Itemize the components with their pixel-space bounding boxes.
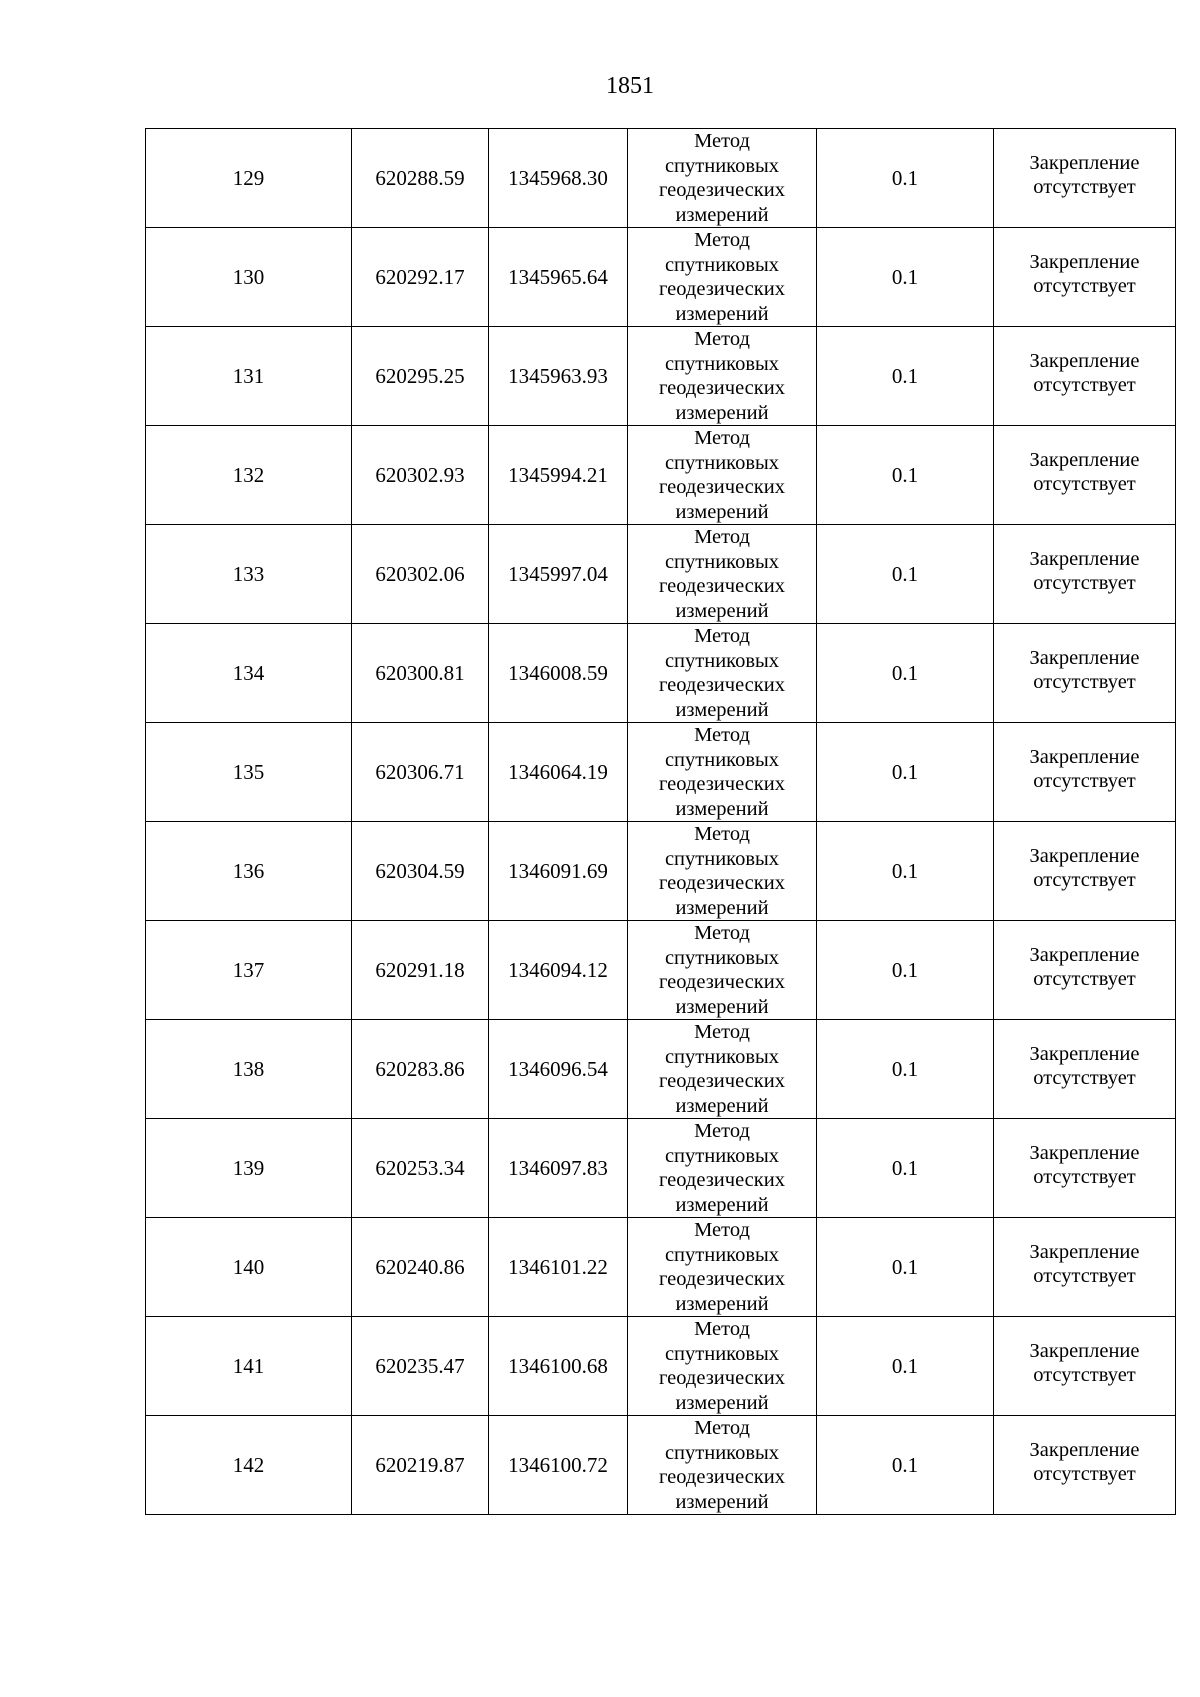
y-coordinate-cell: 1346100.68	[489, 1317, 628, 1416]
y-coordinate-cell: 1346101.22	[489, 1218, 628, 1317]
point-number-cell: 142	[146, 1416, 352, 1515]
method-line: Метод	[694, 1219, 750, 1241]
fixing-line: Закрепление	[1029, 646, 1140, 669]
method-line: Метод	[694, 328, 750, 350]
method-line: спутниковых	[664, 451, 780, 474]
method-line: геодезических	[659, 476, 785, 498]
page-number: 1851	[606, 73, 654, 99]
method-line: Метод	[694, 1417, 750, 1439]
method-line: измерений	[675, 1391, 769, 1414]
method-line: измерений	[675, 500, 769, 523]
method-line: геодезических	[659, 278, 785, 300]
point-number-cell: 133	[146, 525, 352, 624]
y-coordinate-cell: 1345968.30	[489, 129, 628, 228]
table-row	[146, 1317, 1176, 1416]
y-coordinate-cell: 1346064.19	[489, 723, 628, 822]
fixing-line: Закрепление	[1029, 448, 1140, 471]
y-coordinate-cell: 1346091.69	[489, 822, 628, 921]
accuracy-cell: 0.1	[817, 921, 994, 1020]
fixing-text	[1029, 745, 1139, 794]
fixing-cell	[994, 1317, 1176, 1416]
y-coordinate-cell: 1346096.54	[489, 1020, 628, 1119]
method-line: геодезических	[659, 575, 785, 597]
fixing-line: Закрепление	[1029, 1141, 1140, 1164]
method-line: геодезических	[659, 377, 785, 399]
fixing-line: отсутствует	[1033, 1067, 1136, 1089]
method-line: спутниковых	[664, 1243, 780, 1266]
table-row	[146, 723, 1176, 822]
fixing-line: отсутствует	[1033, 671, 1136, 693]
method-line: спутниковых	[664, 649, 780, 672]
point-number-cell: 134	[146, 624, 352, 723]
fixing-text	[1029, 250, 1139, 299]
method-line: измерений	[675, 995, 769, 1018]
method-line: спутниковых	[664, 550, 780, 573]
point-number-cell: 137	[146, 921, 352, 1020]
method-cell	[628, 129, 817, 228]
x-coordinate-cell: 620304.59	[352, 822, 489, 921]
point-number-cell: 129	[146, 129, 352, 228]
point-number-cell: 138	[146, 1020, 352, 1119]
fixing-line: Закрепление	[1029, 943, 1140, 966]
table-row	[146, 624, 1176, 723]
fixing-line: Закрепление	[1029, 250, 1140, 273]
coordinates-table	[145, 128, 1176, 1515]
method-line: измерений	[675, 698, 769, 721]
method-line: спутниковых	[664, 1144, 780, 1167]
accuracy-cell: 0.1	[817, 228, 994, 327]
x-coordinate-cell: 620235.47	[352, 1317, 489, 1416]
fixing-text	[1029, 943, 1139, 992]
method-line: Метод	[694, 922, 750, 944]
method-line: измерений	[675, 203, 769, 226]
method-line: спутниковых	[664, 847, 780, 870]
fixing-line: Закрепление	[1029, 844, 1140, 867]
x-coordinate-cell: 620288.59	[352, 129, 489, 228]
method-line: спутниковых	[664, 253, 780, 276]
fixing-line: отсутствует	[1033, 572, 1136, 594]
table-row	[146, 129, 1176, 228]
table-row	[146, 1218, 1176, 1317]
fixing-cell	[994, 525, 1176, 624]
fixing-line: отсутствует	[1033, 1463, 1136, 1485]
method-line: геодезических	[659, 1466, 785, 1488]
y-coordinate-cell: 1346097.83	[489, 1119, 628, 1218]
method-line: геодезических	[659, 971, 785, 993]
fixing-line: Закрепление	[1029, 1339, 1140, 1362]
method-line: Метод	[694, 1021, 750, 1043]
method-line: геодезических	[659, 1268, 785, 1290]
table-row	[146, 228, 1176, 327]
x-coordinate-cell: 620302.93	[352, 426, 489, 525]
y-coordinate-cell: 1346094.12	[489, 921, 628, 1020]
x-coordinate-cell: 620295.25	[352, 327, 489, 426]
fixing-text	[1029, 151, 1139, 200]
fixing-cell	[994, 1020, 1176, 1119]
method-line: измерений	[675, 1094, 769, 1117]
x-coordinate-cell: 620306.71	[352, 723, 489, 822]
fixing-line: Закрепление	[1029, 547, 1140, 570]
accuracy-cell: 0.1	[817, 426, 994, 525]
fixing-line: отсутствует	[1033, 968, 1136, 990]
fixing-cell	[994, 426, 1176, 525]
method-line: спутниковых	[664, 352, 780, 375]
y-coordinate-cell: 1345963.93	[489, 327, 628, 426]
fixing-line: отсутствует	[1033, 473, 1136, 495]
method-line: геодезических	[659, 674, 785, 696]
y-coordinate-cell: 1345997.04	[489, 525, 628, 624]
accuracy-cell: 0.1	[817, 822, 994, 921]
method-line: Метод	[694, 724, 750, 746]
fixing-line: Закрепление	[1029, 151, 1140, 174]
x-coordinate-cell: 620292.17	[352, 228, 489, 327]
x-coordinate-cell: 620253.34	[352, 1119, 489, 1218]
fixing-text	[1029, 547, 1139, 596]
fixing-line: отсутствует	[1033, 770, 1136, 792]
point-number-cell: 132	[146, 426, 352, 525]
method-line: геодезических	[659, 773, 785, 795]
accuracy-cell: 0.1	[817, 1218, 994, 1317]
fixing-text	[1029, 1339, 1139, 1388]
point-number-cell: 136	[146, 822, 352, 921]
method-line: Метод	[694, 1120, 750, 1142]
fixing-line: отсутствует	[1033, 1364, 1136, 1386]
accuracy-cell: 0.1	[817, 1416, 994, 1515]
method-cell	[628, 426, 817, 525]
y-coordinate-cell: 1346008.59	[489, 624, 628, 723]
point-number-cell: 135	[146, 723, 352, 822]
fixing-text	[1029, 1042, 1139, 1091]
method-line: Метод	[694, 823, 750, 845]
method-cell	[628, 1020, 817, 1119]
fixing-line: Закрепление	[1029, 745, 1140, 768]
table-row	[146, 1020, 1176, 1119]
fixing-text	[1029, 1141, 1139, 1190]
method-cell	[628, 921, 817, 1020]
fixing-line: Закрепление	[1029, 1240, 1140, 1263]
table-row	[146, 1119, 1176, 1218]
y-coordinate-cell: 1345994.21	[489, 426, 628, 525]
x-coordinate-cell: 620240.86	[352, 1218, 489, 1317]
point-number-cell: 131	[146, 327, 352, 426]
x-coordinate-cell: 620300.81	[352, 624, 489, 723]
fixing-text	[1029, 448, 1139, 497]
fixing-line: отсутствует	[1033, 1166, 1136, 1188]
method-cell	[628, 525, 817, 624]
method-line: измерений	[675, 1193, 769, 1216]
coordinates-table-body	[146, 129, 1176, 1515]
method-line: спутниковых	[664, 154, 780, 177]
fixing-line: Закрепление	[1029, 1042, 1140, 1065]
fixing-cell	[994, 723, 1176, 822]
fixing-line: отсутствует	[1033, 869, 1136, 891]
x-coordinate-cell: 620283.86	[352, 1020, 489, 1119]
method-cell	[628, 228, 817, 327]
method-cell	[628, 1119, 817, 1218]
method-line: измерений	[675, 401, 769, 424]
method-line: Метод	[694, 130, 750, 152]
method-line: геодезических	[659, 1070, 785, 1092]
accuracy-cell: 0.1	[817, 1020, 994, 1119]
method-line: спутниковых	[664, 748, 780, 771]
fixing-cell	[994, 1119, 1176, 1218]
fixing-line: отсутствует	[1033, 275, 1136, 297]
method-cell	[628, 1218, 817, 1317]
method-cell	[628, 624, 817, 723]
table-row	[146, 1416, 1176, 1515]
fixing-cell	[994, 1416, 1176, 1515]
method-line: измерений	[675, 1490, 769, 1513]
table-row	[146, 822, 1176, 921]
method-line: Метод	[694, 625, 750, 647]
table-row	[146, 327, 1176, 426]
fixing-line: Закрепление	[1029, 1438, 1140, 1461]
method-line: измерений	[675, 599, 769, 622]
method-line: Метод	[694, 526, 750, 548]
x-coordinate-cell: 620219.87	[352, 1416, 489, 1515]
accuracy-cell: 0.1	[817, 624, 994, 723]
point-number-cell: 130	[146, 228, 352, 327]
method-line: Метод	[694, 427, 750, 449]
method-cell	[628, 1317, 817, 1416]
table-row	[146, 525, 1176, 624]
fixing-cell	[994, 228, 1176, 327]
accuracy-cell: 0.1	[817, 525, 994, 624]
method-cell	[628, 822, 817, 921]
accuracy-cell: 0.1	[817, 1119, 994, 1218]
fixing-cell	[994, 921, 1176, 1020]
method-line: измерений	[675, 1292, 769, 1315]
fixing-cell	[994, 129, 1176, 228]
method-line: Метод	[694, 1318, 750, 1340]
fixing-line: отсутствует	[1033, 374, 1136, 396]
fixing-cell	[994, 624, 1176, 723]
fixing-text	[1029, 844, 1139, 893]
method-cell	[628, 1416, 817, 1515]
y-coordinate-cell: 1346100.72	[489, 1416, 628, 1515]
fixing-line: отсутствует	[1033, 176, 1136, 198]
x-coordinate-cell: 620302.06	[352, 525, 489, 624]
method-line: геодезических	[659, 1367, 785, 1389]
point-number-cell: 141	[146, 1317, 352, 1416]
accuracy-cell: 0.1	[817, 327, 994, 426]
fixing-text	[1029, 1438, 1139, 1487]
method-line: геодезических	[659, 1169, 785, 1191]
fixing-cell	[994, 327, 1176, 426]
accuracy-cell: 0.1	[817, 723, 994, 822]
method-line: геодезических	[659, 179, 785, 201]
method-line: измерений	[675, 797, 769, 820]
fixing-text	[1029, 646, 1139, 695]
accuracy-cell: 0.1	[817, 129, 994, 228]
method-line: измерений	[675, 896, 769, 919]
fixing-text	[1029, 349, 1139, 398]
x-coordinate-cell: 620291.18	[352, 921, 489, 1020]
method-line: спутниковых	[664, 946, 780, 969]
fixing-text	[1029, 1240, 1139, 1289]
fixing-line: Закрепление	[1029, 349, 1140, 372]
fixing-line: отсутствует	[1033, 1265, 1136, 1287]
method-cell	[628, 327, 817, 426]
method-line: Метод	[694, 229, 750, 251]
method-line: спутниковых	[664, 1342, 780, 1365]
point-number-cell: 140	[146, 1218, 352, 1317]
fixing-cell	[994, 822, 1176, 921]
fixing-cell	[994, 1218, 1176, 1317]
method-line: спутниковых	[664, 1045, 780, 1068]
method-cell	[628, 723, 817, 822]
method-line: спутниковых	[664, 1441, 780, 1464]
table-row	[146, 426, 1176, 525]
point-number-cell: 139	[146, 1119, 352, 1218]
method-line: измерений	[675, 302, 769, 325]
method-line: геодезических	[659, 872, 785, 894]
accuracy-cell: 0.1	[817, 1317, 994, 1416]
table-row	[146, 921, 1176, 1020]
y-coordinate-cell: 1345965.64	[489, 228, 628, 327]
